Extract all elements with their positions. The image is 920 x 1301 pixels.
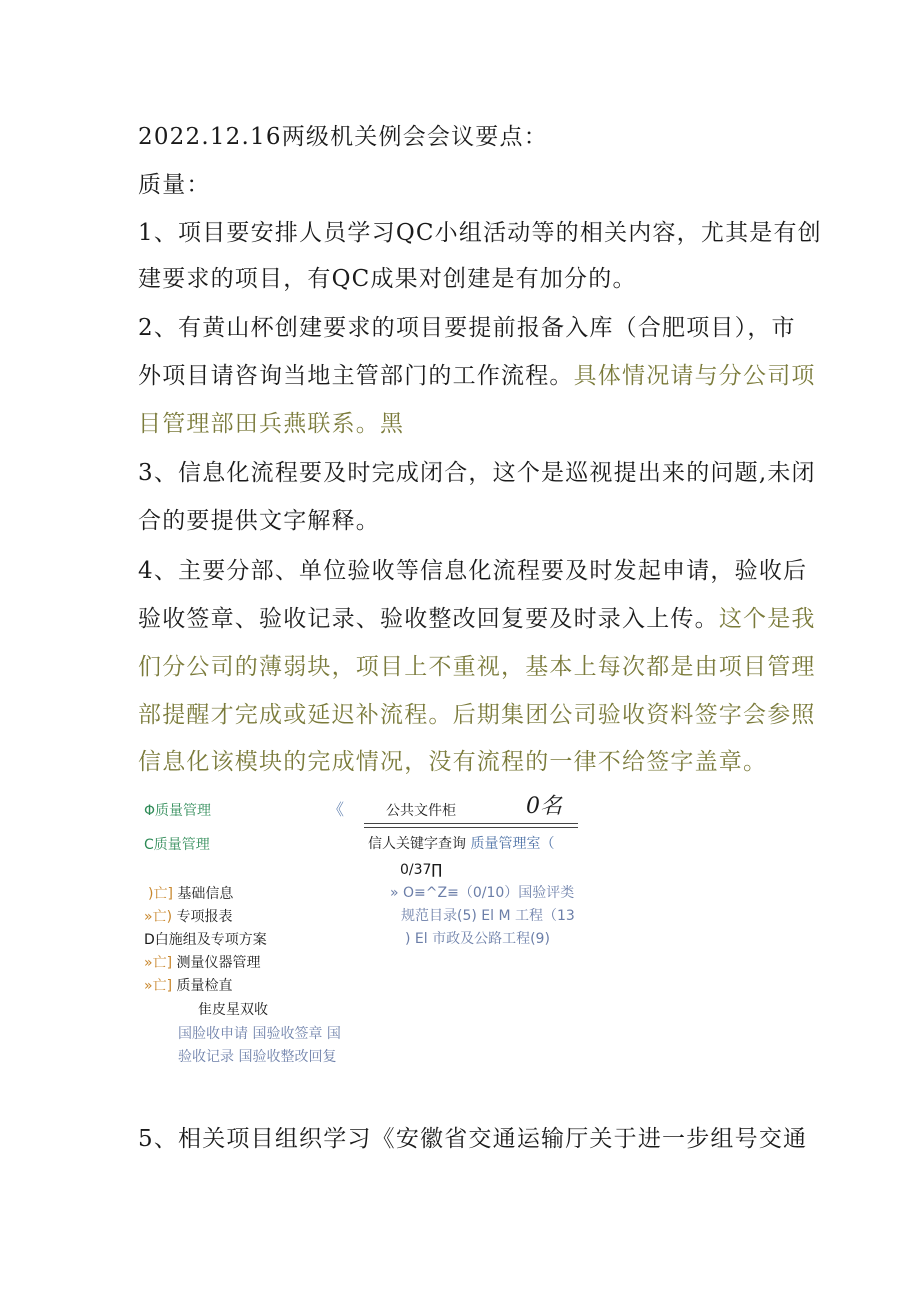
menu-label: 基础信息	[177, 886, 234, 902]
folder-icon: )亡]	[148, 886, 173, 902]
left-title-quality[interactable]: Φ质量管理	[144, 803, 212, 819]
sub-heading: 隹皮星双收	[198, 1002, 268, 1018]
public-file-cabinet[interactable]: 公共文件柜	[386, 803, 456, 819]
count-text: 0/37∏	[400, 862, 443, 878]
paragraph-line: 1、项目要安排人员学习QC小组活动等的相关内容，尤其是有创	[138, 220, 822, 246]
paragraph-line: 目管理部田兵燕联系。黑	[138, 411, 405, 437]
paragraph-line: 合的要提供文字解释。	[138, 508, 380, 534]
paragraph-line: 3、信息化流程要及时完成闭合，这个是巡视提出来的问题,未闭	[138, 460, 816, 486]
collapse-icon[interactable]: 《	[328, 800, 345, 819]
search-row	[368, 835, 554, 853]
folder-icon: »亡]	[144, 955, 173, 971]
menu-label: 质量检直	[176, 978, 233, 994]
divider	[364, 827, 578, 828]
embedded-screenshot	[138, 790, 598, 1080]
paragraph-line: 4、主要分部、单位验收等信息化流程要及时发起申请，验收后	[138, 558, 808, 584]
divider	[364, 823, 578, 824]
paragraph-line: 2、有黄山杯创建要求的项目要提前报备入库（合肥项目），市	[138, 315, 796, 341]
menu-item-basic-info[interactable]	[148, 885, 233, 903]
search-label: 信人关键字查询	[368, 836, 466, 852]
doc-title: 2022.12.16两级机关例会会议要点：	[138, 124, 548, 150]
paragraph-line: 部提醒才完成或延迟补流程。后期集团公司验收资料签字会参照	[138, 702, 816, 728]
menu-item-special-report[interactable]	[144, 908, 232, 926]
acceptance-links[interactable]: 验收记录 国验收整改回复	[178, 1049, 337, 1065]
acceptance-links[interactable]: 国脸收申请 国验收签章 国	[178, 1026, 341, 1042]
paragraph-text: 外项目请咨询当地主管部门的工作流程。	[138, 363, 574, 389]
paragraph-line	[138, 361, 816, 391]
menu-label: 白施组及专项方案	[154, 932, 267, 948]
paragraph-line: 建要求的项目，有QC成果对创建是有加分的。	[138, 266, 637, 292]
paragraph-text: 验收签章、验收记录、验收整改回复要及时录入上传。	[138, 606, 719, 632]
folder-icon: »亡)	[144, 909, 173, 925]
tree-item[interactable]: ) El 市政及公路工程(9)	[405, 931, 550, 947]
section-heading: 质量：	[138, 172, 211, 198]
menu-item-quality-check[interactable]	[144, 977, 232, 995]
folder-icon: »亡]	[144, 978, 173, 994]
menu-label: 专项报表	[176, 909, 233, 925]
highlight-text: 具体情况请与分公司项	[573, 363, 816, 389]
menu-item-construction-plan[interactable]	[144, 931, 267, 949]
tree-item[interactable]: » O≡^Z≡（0/10）国验评类	[390, 885, 575, 901]
menu-item-instrument[interactable]	[144, 954, 260, 972]
cabinet-suffix: 0名	[526, 794, 562, 819]
paragraph-line: 5、相关项目组织学习《安徽省交通运输厅关于进一步组号交通	[138, 1126, 808, 1152]
highlight-text: 这个是我	[718, 606, 816, 632]
menu-label: 测量仪器管理	[176, 955, 261, 971]
paragraph-line: 们分公司的薄弱块，项目上不重视，基本上每次都是由项目管理	[138, 654, 816, 680]
tree-item[interactable]: 规范目录(5) El M 工程（13	[401, 908, 575, 924]
paragraph-line	[138, 604, 816, 634]
folder-icon: D	[144, 932, 155, 948]
left-title-quality-2[interactable]: C质量管理	[144, 837, 210, 853]
paragraph-line: 信息化该模块的完成情况，没有流程的一律不给签字盖章。	[138, 749, 768, 775]
search-value[interactable]: 质量管理室（	[470, 836, 555, 852]
